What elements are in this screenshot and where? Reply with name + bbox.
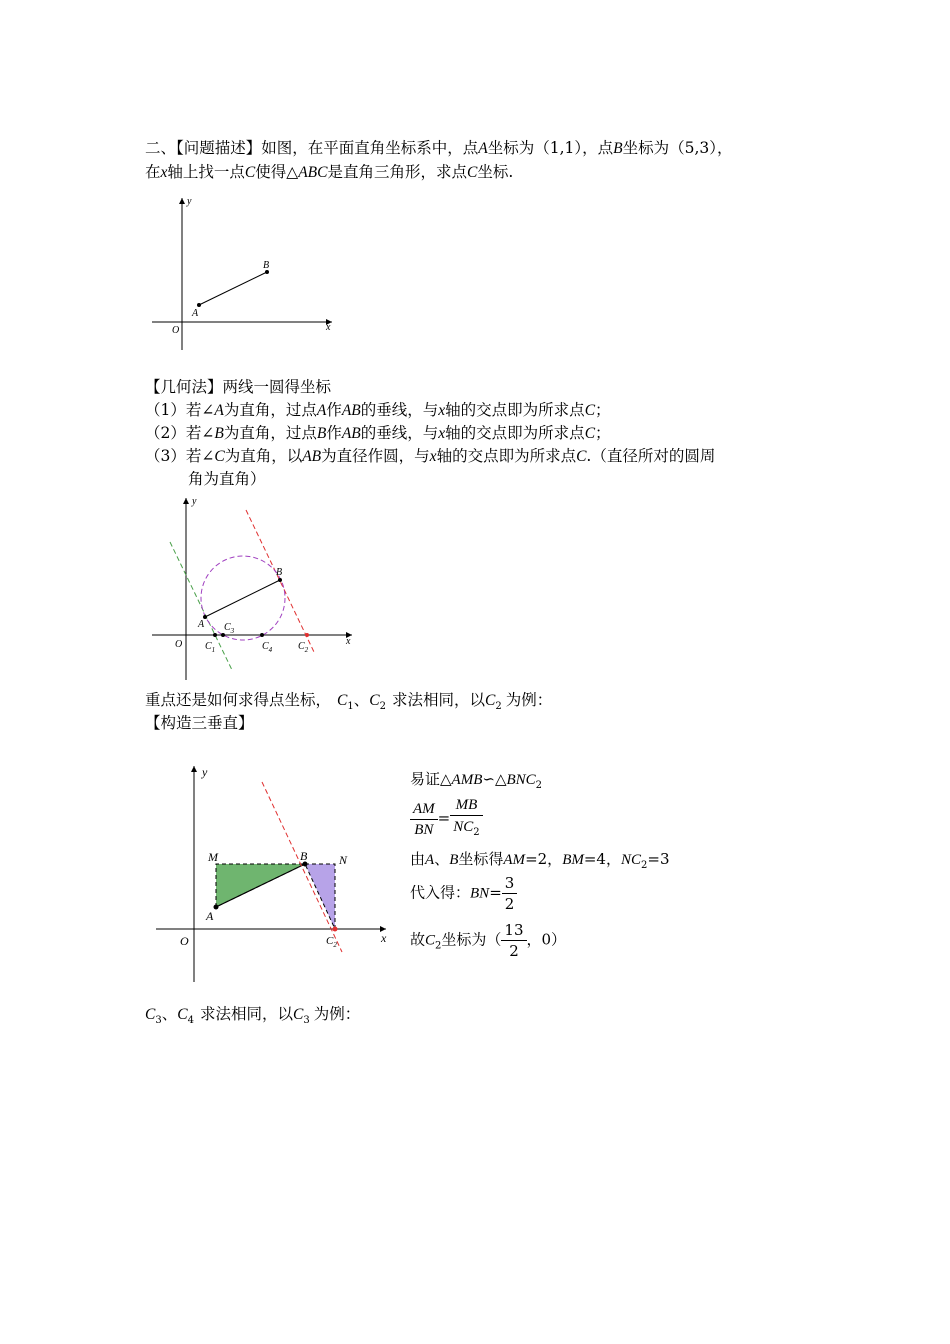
value: =2， [525,850,563,868]
fraction-am-bn [410,799,438,840]
text: 的垂线，与 [360,424,439,442]
text: 坐标. [477,163,514,181]
segment-label: AB [302,448,322,465]
label-a: A [198,619,205,630]
point-label: A [425,852,435,868]
label-o: O [180,934,189,948]
subscript: 3 [303,1015,310,1027]
numerator: 3 [502,873,518,894]
text: 、 [161,1005,178,1023]
text: 由 [410,850,426,868]
numerator: AM [410,799,438,820]
text: 代入得： [410,883,471,902]
denominator [450,816,482,843]
denominator: 2 [504,895,515,913]
text: 坐标为（1,1），点 [487,139,614,157]
proof-result [410,920,566,961]
segment-label: BM [562,852,584,868]
point-label: C [145,1006,156,1023]
point-c1 [213,633,217,637]
subscript: 4 [187,1015,194,1027]
point-label: C [369,692,380,709]
case-2 [145,423,611,444]
point-label: C [177,1006,188,1023]
equals: = [437,809,451,827]
text: ； [595,401,611,419]
axis-label: x [438,402,446,419]
label-y: y [187,196,192,207]
label-b: B [300,849,308,863]
subscript: 2 [641,860,648,871]
text: 为直角，过点 [223,401,317,419]
text: ∽△ [482,770,507,788]
triangle-label: AMB [451,772,483,788]
text: 轴的交点即为所求点 [445,401,585,419]
numerator: 13 [501,920,526,941]
subscript: 2 [535,780,543,791]
label-c1: $C_1$ [205,641,216,654]
equals: = [489,883,502,902]
triangle-label: ABC [298,164,328,181]
text: 作 [326,424,342,442]
label-b: B [276,567,283,578]
label-x: x [326,322,331,333]
subscript: 1 [347,701,354,713]
label-a: A [206,909,214,923]
value: =3 [647,850,670,868]
text: 轴上找一点 [167,163,245,181]
point-label: C [584,425,596,442]
text: （3）若∠ [145,447,215,465]
subscript: 3 [155,1015,162,1027]
label-c2: $C_2$ [326,935,337,949]
point-label: B [449,852,459,868]
point-label: C [292,1006,304,1023]
label-c3: $C_3$ [224,622,235,635]
text: 为例： [505,691,553,709]
segment-label: AB [341,402,361,419]
text: ； [595,424,611,442]
point-label: C [337,692,348,709]
label-y: y [202,765,208,779]
triangle-label: BNC [506,772,536,788]
angle-label: C [214,448,225,465]
proof-values [410,848,670,871]
text: 轴的交点即为所求点 [436,447,577,465]
text: 求法相同，以 [199,1005,293,1023]
label-o: O [175,639,183,650]
segment-label: AM [503,852,526,868]
text: 的垂线，与 [360,401,439,419]
value: =4， [583,850,621,868]
point-a [214,905,219,910]
label-o: O [172,325,180,336]
axis-label: x [160,164,168,181]
point-c2 [333,927,338,932]
denominator-text: NC [453,819,474,835]
text: 为直角，以 [224,447,303,465]
text: 求法相同，以 [391,691,485,709]
label-c4: $C_4$ [262,641,273,654]
figure-2 [148,492,363,682]
construct-heading: 【构造三垂直】 [145,714,254,732]
point-b [278,578,282,582]
text: 轴的交点即为所求点 [445,424,585,442]
text: ，0） [526,930,567,949]
subscript: 2 [495,701,502,713]
numerator: MB [450,795,482,816]
text: .（直径所对的圆周 [586,447,716,465]
segment-label: BN [470,885,490,902]
proof-ratio [410,795,483,843]
text: 为直径作圆，与 [321,447,430,465]
text: （2）若∠ [145,424,215,442]
triangle-bnc2 [305,864,335,929]
point-label: C [484,692,496,709]
text: 坐标得 [458,850,504,868]
point-c4 [260,633,264,637]
proof-similar [410,768,542,791]
figure-1 [140,190,340,355]
fraction-mb-nc2 [450,795,482,843]
final-line [145,1004,360,1031]
problem-line-1 [145,138,733,159]
text: 易证△ [410,770,452,788]
denominator: BN [414,821,434,838]
angle-label: B [214,425,224,442]
text: 作 [326,401,342,419]
point-label: B [316,425,327,442]
label-b: B [263,260,270,271]
text: 在 [145,163,161,181]
point-label: A [316,402,327,419]
case-1 [145,400,611,421]
text: 坐标为（5,3）， [622,139,733,157]
case-3 [145,446,715,467]
subscript: 2 [435,940,442,952]
segment-ab [205,580,280,617]
point-label: C [466,164,478,181]
point-label: C [576,448,587,465]
text: 使得△ [255,163,299,181]
label-x: x [346,636,351,647]
segment-ab [199,272,267,305]
segment-label: NC [620,852,641,868]
point-label: C [244,164,256,181]
text: 坐标为（ [441,930,502,949]
point-a [197,303,201,307]
proof-bn [410,873,517,914]
subscript: 2 [379,701,386,713]
text: 是直角三角形，求点 [327,163,467,181]
problem-line-2 [145,162,513,183]
label-m: M [208,850,218,864]
point-label: C [425,932,436,949]
point-c2 [305,633,309,637]
text: 、 [353,691,370,709]
label-c2: $C_2$ [298,641,309,654]
point-c3 [221,633,225,637]
text: 、 [434,850,450,868]
text: 重点还是如何求得点坐标， [145,691,332,709]
segment-label: AB [341,425,361,442]
label-a: A [192,308,199,319]
fraction-3-2 [502,873,518,914]
subscript: 2 [473,827,480,838]
point-label: B [613,140,623,157]
case-3-cont: 角为直角） [188,470,266,488]
label-x: x [381,931,387,945]
axis-label: x [429,448,437,465]
fraction-13-2 [501,920,526,961]
point-label: C [584,402,596,419]
text: 为直角，过点 [223,424,317,442]
text: 二、【问题描述】如图，在平面直角坐标系中，点 [145,139,479,157]
label-n: N [339,853,348,867]
label-y: y [192,496,197,507]
text: 为例： [313,1005,361,1023]
axis-label: x [438,425,446,442]
figure-3 [150,760,395,985]
text: 故 [410,930,426,949]
point-label: A [478,140,488,157]
method-heading: 【几何法】两线一圆得坐标 [145,378,332,396]
text: （1）若∠ [145,401,215,419]
denominator: 2 [509,942,519,960]
angle-label: A [214,402,224,419]
